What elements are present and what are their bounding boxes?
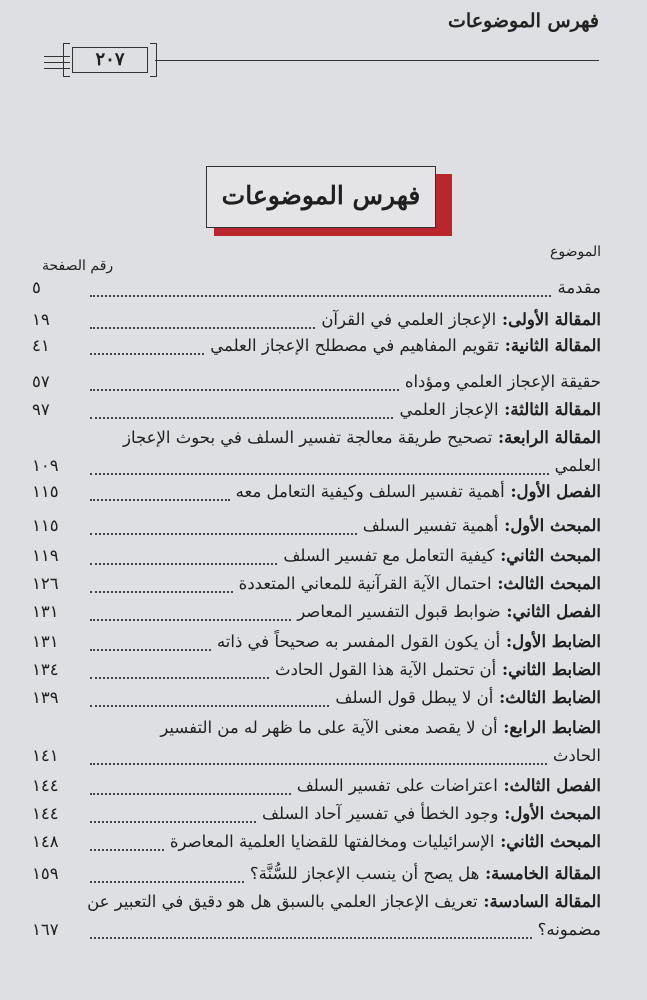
- toc-entry-label: الفصل الأول:: [504, 482, 601, 501]
- toc-page-number: ٤١: [32, 336, 50, 355]
- toc-entry-label: المبحث الأول:: [498, 804, 601, 823]
- toc-entry-title: الضابط الأول: أن يكون القول المفسر به صحيحاً في ذاته: [216, 632, 601, 651]
- toc-entry-label: الفصل الثالث:: [497, 776, 601, 795]
- toc-entry[interactable]: [32, 804, 601, 830]
- toc-entry-title: الضابط الثالث: أن لا يبطل قول السلف: [335, 688, 601, 707]
- toc-entry[interactable]: [32, 602, 601, 628]
- toc-leader-dots: [90, 937, 532, 939]
- toc-leader-dots: [90, 295, 551, 297]
- toc-entry-title: المقالة الثالثة: الإعجاز العلمي: [399, 400, 601, 419]
- toc-leader-dots: [90, 563, 277, 565]
- toc-entry-title: المبحث الثاني: كيفية التعامل مع تفسير السلف: [283, 546, 601, 565]
- running-header: فهرس الموضوعات: [448, 10, 599, 32]
- toc-leader-dots: [90, 649, 211, 651]
- toc-leader-dots: [90, 793, 291, 795]
- toc-entry-title: المبحث الثاني: الإسرائيليات ومخالفتها للقضايا العلمية المعاصرة: [169, 832, 601, 851]
- toc-entry-label: المقالة الثالثة:: [498, 400, 601, 419]
- toc-leader-dots: [90, 533, 357, 535]
- toc-page-number: ٩٧: [32, 400, 50, 419]
- toc-leader-dots: [90, 473, 549, 475]
- toc-entry[interactable]: [32, 776, 601, 802]
- toc-entry[interactable]: [32, 336, 601, 362]
- title-frame: [198, 148, 458, 238]
- column-header-topic: الموضوع: [550, 244, 601, 260]
- toc-entry[interactable]: [32, 746, 601, 772]
- toc-leader-dots: [90, 705, 329, 707]
- toc-leader-dots: [90, 881, 244, 883]
- toc-leader-dots: [90, 353, 204, 355]
- toc-page-number: ٥٧: [32, 372, 50, 391]
- toc-leader-dots: [90, 821, 256, 823]
- toc-entry-title: مضمونه؟: [537, 920, 601, 939]
- toc-entry-label: المقالة الثانية:: [498, 336, 601, 355]
- toc-page-number: ٥: [32, 278, 41, 297]
- toc-page-number: ١٢٦: [32, 574, 59, 593]
- toc-entry-label: الضابط الثاني:: [496, 660, 601, 679]
- toc-entry[interactable]: [32, 574, 601, 600]
- toc-leader-dots: [90, 327, 315, 329]
- column-header-page: رقم الصفحة: [42, 258, 114, 274]
- toc-entry-label: المبحث الثاني:: [494, 832, 601, 851]
- toc-entry-lead: الضابط الرابع: أن لا يقصد معنى الآية على ما ظهر له من التفسير: [160, 718, 601, 737]
- toc-entry[interactable]: [32, 400, 601, 426]
- page-title: فهرس الموضوعات: [221, 181, 421, 210]
- toc-page-number: ١٣٤: [32, 660, 59, 679]
- toc-entry-lead: المقالة السادسة: تعريف الإعجاز العلمي بالسبق هل هو دقيق في التعبير عن: [87, 892, 601, 911]
- toc-page-number: ١٣١: [32, 632, 59, 651]
- toc-page-number: ١٤١: [32, 746, 59, 765]
- toc-entry-label: الضابط الأول:: [500, 632, 601, 651]
- toc-page-number: ١٤٤: [32, 776, 59, 795]
- toc-leader-dots: [90, 619, 291, 621]
- toc-entry-label: الفصل الثاني:: [500, 602, 601, 621]
- toc-entry-label: المقالة السادسة:: [477, 892, 601, 911]
- toc-entry-title: الضابط الثاني: أن تحتمل الآية هذا القول الحادث: [275, 660, 601, 679]
- toc-entry-title: الفصل الأول: أهمية تفسير السلف وكيفية التعامل معه: [235, 482, 601, 501]
- toc-entry[interactable]: [32, 278, 601, 304]
- toc-entry[interactable]: [32, 688, 601, 714]
- toc-entry-title: الفصل الثالث: اعتراضات على تفسير السلف: [296, 776, 601, 795]
- toc-entry-title: المبحث الأول: وجود الخطأ في تفسير آحاد السلف: [261, 804, 601, 823]
- toc-entry-title: المبحث الثالث: احتمال الآية القرآنية للمعاني المتعددة: [238, 574, 601, 593]
- toc-page-number: ١٤٤: [32, 804, 59, 823]
- page-number: ٢٠٧: [72, 47, 148, 73]
- toc-page-number: ١٣١: [32, 602, 59, 621]
- toc-entry-title: العلمي: [554, 456, 601, 475]
- toc-entry-title: المقالة الثانية: تقويم المفاهيم في مصطلح الإعجاز العلمي: [210, 336, 601, 355]
- toc-entry[interactable]: [32, 832, 601, 858]
- toc-page-number: ١٠٩: [32, 456, 59, 475]
- toc-entry-title: الفصل الثاني: ضوابط قبول التفسير المعاصر: [297, 602, 601, 621]
- toc-entry-label: المبحث الأول:: [498, 516, 601, 535]
- toc-entry-label: المقالة الرابعة:: [492, 428, 601, 447]
- toc-entry-title: حقيقة الإعجاز العلمي ومؤداه: [404, 372, 601, 391]
- toc-entry-label: المبحث الثالث:: [491, 574, 601, 593]
- toc-entry-title: مقدمة: [557, 278, 601, 297]
- toc-entry[interactable]: [32, 482, 601, 508]
- toc-page-number: ١١٩: [32, 546, 59, 565]
- toc-leader-dots: [90, 763, 547, 765]
- header-rule: [155, 60, 599, 61]
- toc-page-number: ١٦٧: [32, 920, 59, 939]
- toc-entry-label: الضابط الرابع:: [497, 718, 601, 737]
- toc-entry[interactable]: [32, 864, 601, 890]
- toc-entry-label: الضابط الثالث:: [493, 688, 601, 707]
- toc-entry[interactable]: [32, 920, 601, 946]
- toc-leader-dots: [90, 389, 399, 391]
- toc-entry[interactable]: [32, 660, 601, 686]
- toc-leader-dots: [90, 849, 164, 851]
- toc-page-number: ١٤٨: [32, 832, 59, 851]
- toc-entry[interactable]: [32, 516, 601, 542]
- toc-entry-label: المقالة الخامسة:: [479, 864, 601, 883]
- toc-leader-dots: [90, 591, 233, 593]
- toc-entry[interactable]: [32, 546, 601, 572]
- toc-leader-dots: [90, 499, 230, 501]
- toc-page-number: ١٥٩: [32, 864, 59, 883]
- toc-entry[interactable]: [32, 310, 601, 336]
- toc-page-number: ١٩: [32, 310, 50, 329]
- toc-entry[interactable]: [32, 372, 601, 398]
- toc-entry[interactable]: [32, 456, 601, 482]
- toc-entry-title: المقالة الأولى: الإعجاز العلمي في القرآن: [321, 310, 601, 329]
- toc-entry-label: المقالة الأولى:: [496, 310, 601, 329]
- toc-leader-dots: [90, 677, 269, 679]
- toc-entry-title: المبحث الأول: أهمية تفسير السلف: [362, 516, 601, 535]
- toc-entry-lead: المقالة الرابعة: تصحيح طريقة معالجة تفسير السلف في بحوث الإعجاز: [123, 428, 601, 447]
- toc-entry-label: المبحث الثاني:: [494, 546, 601, 565]
- toc-entry[interactable]: [32, 632, 601, 658]
- toc-page-number: ١١٥: [32, 482, 59, 501]
- toc-page-number: ١٣٩: [32, 688, 59, 707]
- toc-page-number: ١١٥: [32, 516, 59, 535]
- toc-entry-title: المقالة الخامسة: هل يصح أن ينسب الإعجاز للسُّنَّة؟: [249, 864, 601, 883]
- toc-entry-title: الحادث: [552, 746, 601, 765]
- toc-leader-dots: [90, 417, 393, 419]
